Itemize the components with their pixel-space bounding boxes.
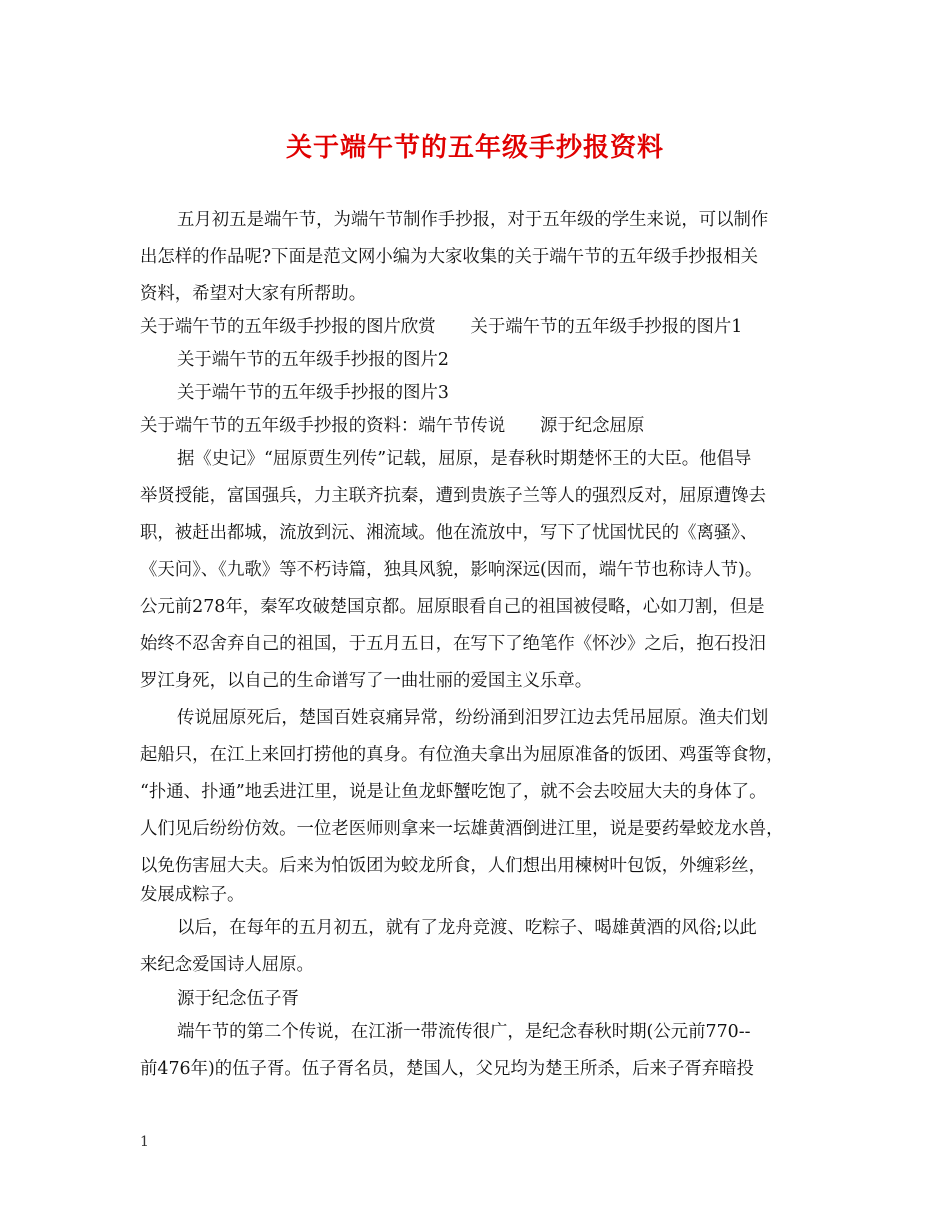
body-line: 起船只，在江上来回打捞他的真身。有位渔夫拿出为屈原准备的饭团、鸡蛋等食物， (140, 745, 784, 765)
body-line: 以免伤害屈大夫。后来为怕饭团为蛟龙所食，人们想出用楝树叶包饭，外缠彩丝， (140, 856, 767, 876)
section-heading: 关于端午节的五年级手抄报的资料：端午节传说 源于纪念屈原 (140, 416, 645, 436)
body-line: 始终不忍舍弃自己的祖国，于五月五日，在写下了绝笔作《怀沙》之后，抱石投汨 (140, 634, 767, 654)
body-line: 来纪念爱国诗人屈原。 (140, 955, 314, 975)
body-line: “扑通、扑通”地丢进江里，说是让鱼龙虾蟹吃饱了，就不会去咬屈大夫的身体了。 (140, 782, 767, 802)
body-line: 据《史记》“屈原贾生列传”记载，屈原，是春秋时期楚怀王的大臣。他倡导 (177, 449, 752, 469)
body-line: 发展成粽子。 (140, 885, 245, 905)
body-line: 以后，在每年的五月初五，就有了龙舟竞渡、吃粽子、喝雄黄酒的风俗;以此 (177, 918, 757, 938)
body-line: 前476年)的伍子胥。伍子胥名员，楚国人，父兄均为楚王所杀，后来子胥弃暗投 (140, 1059, 754, 1079)
body-line: 传说屈原死后，楚国百姓哀痛异常，纷纷涌到汨罗江边去凭吊屈原。渔夫们划 (177, 708, 769, 728)
body-line: 资料，希望对大家有所帮助。 (140, 284, 367, 304)
body-line: 关于端午节的五年级手抄报的图片3 (177, 383, 449, 403)
body-line: 五月初五是端午节，为端午节制作手抄报，对于五年级的学生来说，可以制作 (177, 210, 769, 230)
section-heading: 源于纪念伍子胥 (177, 989, 299, 1009)
body-line: 人们见后纷纷仿效。一位老医师则拿来一坛雄黄酒倒进江里，说是要药晕蛟龙水兽， (140, 819, 784, 839)
body-line: 出怎样的作品呢?下面是范文网小编为大家收集的关于端午节的五年级手抄报相关 (140, 247, 758, 267)
body-line: 举贤授能，富国强兵，力主联齐抗秦，遭到贵族子兰等人的强烈反对，屈原遭馋去 (140, 486, 767, 506)
body-line: 公元前278年，秦军攻破楚国京都。屈原眼看自己的祖国被侵略，心如刀割，但是 (140, 597, 765, 617)
body-line: 关于端午节的五年级手抄报的图片2 (177, 350, 449, 370)
body-line: 《天问》、《九歌》等不朽诗篇，独具风貌，影响深远(因而，端午节也称诗人节)。 (140, 560, 763, 580)
body-line: 职，被赶出都城，流放到沅、湘流域。他在流放中，写下了忧国忧民的《离骚》、 (140, 523, 758, 543)
body-line: 关于端午节的五年级手抄报的图片欣赏 关于端午节的五年级手抄报的图片1 (140, 317, 743, 337)
page-number: 1 (140, 1134, 149, 1150)
body-line: 罗江身死，以自己的生命谱写了一曲壮丽的爱国主义乐章。 (140, 671, 593, 691)
document-title: 关于端午节的五年级手抄报资料 (285, 133, 664, 163)
body-line: 端午节的第二个传说，在江浙一带流传很广，是纪念春秋时期(公元前770-- (177, 1022, 751, 1042)
